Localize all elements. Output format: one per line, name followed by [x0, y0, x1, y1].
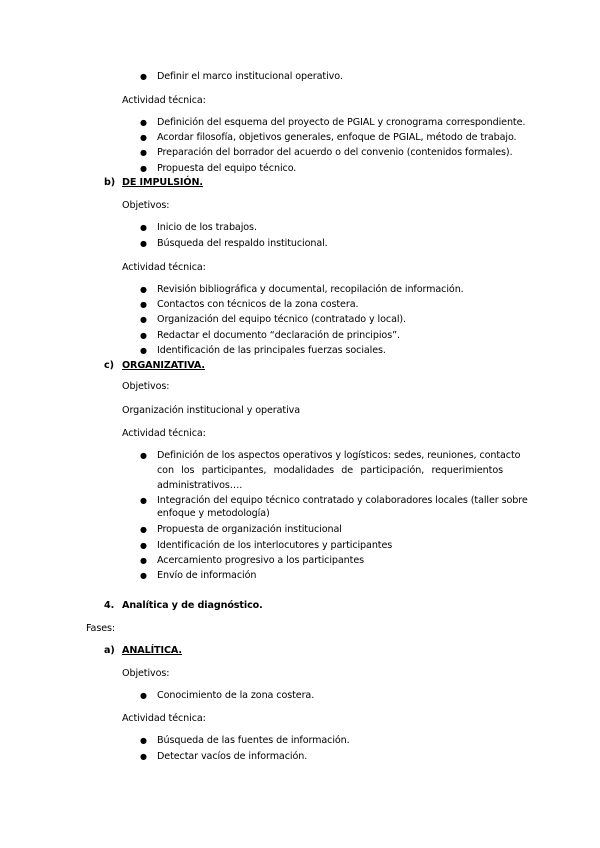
bullet-icon: ●: [140, 72, 147, 81]
bullet-icon: ●: [140, 496, 147, 505]
list-item: Conocimiento de la zona costera.: [157, 690, 315, 701]
list-item: Acercamiento progresivo a los participantes: [157, 555, 365, 566]
section-c-title: ORGANIZATIVA.: [122, 360, 205, 371]
list-item-continuation: administrativos….: [157, 480, 243, 491]
actividad-label: Actividad técnica:: [122, 713, 206, 724]
bullet-icon: ●: [140, 346, 147, 355]
objetivos-label: Objetivos:: [122, 381, 170, 392]
list-item: Organización del equipo técnico (contratado y local).: [157, 314, 407, 325]
bullet-icon: ●: [140, 525, 147, 534]
list-item-continuation: con los participantes, modalidades de participación, requerimientos: [157, 465, 503, 476]
bullet-icon: ●: [140, 315, 147, 324]
list-item: Acordar filosofía, objetivos generales, enfoque de PGIAL, método de trabajo.: [157, 132, 517, 143]
actividad-label: Actividad técnica:: [122, 428, 206, 439]
bullet-icon: ●: [140, 571, 147, 580]
list-item: Definición de los aspectos operativos y logísticos: sedes, reuniones, contacto: [157, 450, 521, 461]
list-item: Redactar el documento “declaración de principios”.: [157, 330, 400, 341]
bullet-icon: ●: [140, 331, 147, 340]
section-a-marker: a): [104, 645, 115, 656]
list-item: Envío de información: [157, 570, 257, 581]
list-item: Integración del equipo técnico contratado y colaboradores locales (taller sobre: [157, 495, 528, 506]
bullet-icon: ●: [140, 239, 147, 248]
list-item: Preparación del borrador del acuerdo o del convenio (contenidos formales).: [157, 147, 513, 158]
bullet-icon: ●: [140, 300, 147, 309]
list-item: Identificación de las principales fuerzas sociales.: [157, 345, 386, 356]
bullet-icon: ●: [140, 691, 147, 700]
actividad-label: Actividad técnica:: [122, 95, 206, 106]
bullet-icon: ●: [140, 164, 147, 173]
section-c-marker: c): [104, 360, 114, 371]
list-item: Propuesta de organización institucional: [157, 524, 342, 535]
actividad-label: Actividad técnica:: [122, 262, 206, 273]
bullet-icon: ●: [140, 752, 147, 761]
list-item: Detectar vacíos de información.: [157, 751, 308, 762]
section-b-marker: b): [104, 177, 116, 188]
list-item: Propuesta del equipo técnico.: [157, 163, 297, 174]
list-item: Búsqueda de las fuentes de información.: [157, 735, 350, 746]
objetivos-label: Objetivos:: [122, 668, 170, 679]
list-item: Contactos con técnicos de la zona costera.: [157, 299, 359, 310]
list-item-continuation: enfoque y metodología): [157, 508, 270, 519]
list-item: Definición del esquema del proyecto de PGIAL y cronograma correspondiente.: [157, 117, 526, 128]
bullet-icon: ●: [140, 285, 147, 294]
list-item: Inicio de los trabajos.: [157, 222, 257, 233]
section-4-number: 4.: [104, 600, 115, 611]
section-a-title: ANALÍTICA.: [122, 645, 182, 656]
bullet-icon: ●: [140, 556, 147, 565]
list-item: Revisión bibliográfica y documental, recopilación de información.: [157, 284, 464, 295]
objetivos-label: Objetivos:: [122, 200, 170, 211]
bullet-icon: ●: [140, 118, 147, 127]
list-item: Identificación de los interlocutores y participantes: [157, 540, 393, 551]
list-item: Búsqueda del respaldo institucional.: [157, 238, 328, 249]
bullet-icon: ●: [140, 133, 147, 142]
section-b-title: DE IMPULSIÓN.: [122, 177, 203, 188]
bullet-icon: ●: [140, 148, 147, 157]
bullet-icon: ●: [140, 223, 147, 232]
list-item: Definir el marco institucional operativo.: [157, 71, 343, 82]
objetivo-text: Organización institucional y operativa: [122, 405, 300, 416]
section-4-title: Analítica y de diagnóstico.: [122, 600, 263, 611]
fases-label: Fases:: [86, 623, 116, 634]
bullet-icon: ●: [140, 451, 147, 460]
bullet-icon: ●: [140, 541, 147, 550]
bullet-icon: ●: [140, 736, 147, 745]
